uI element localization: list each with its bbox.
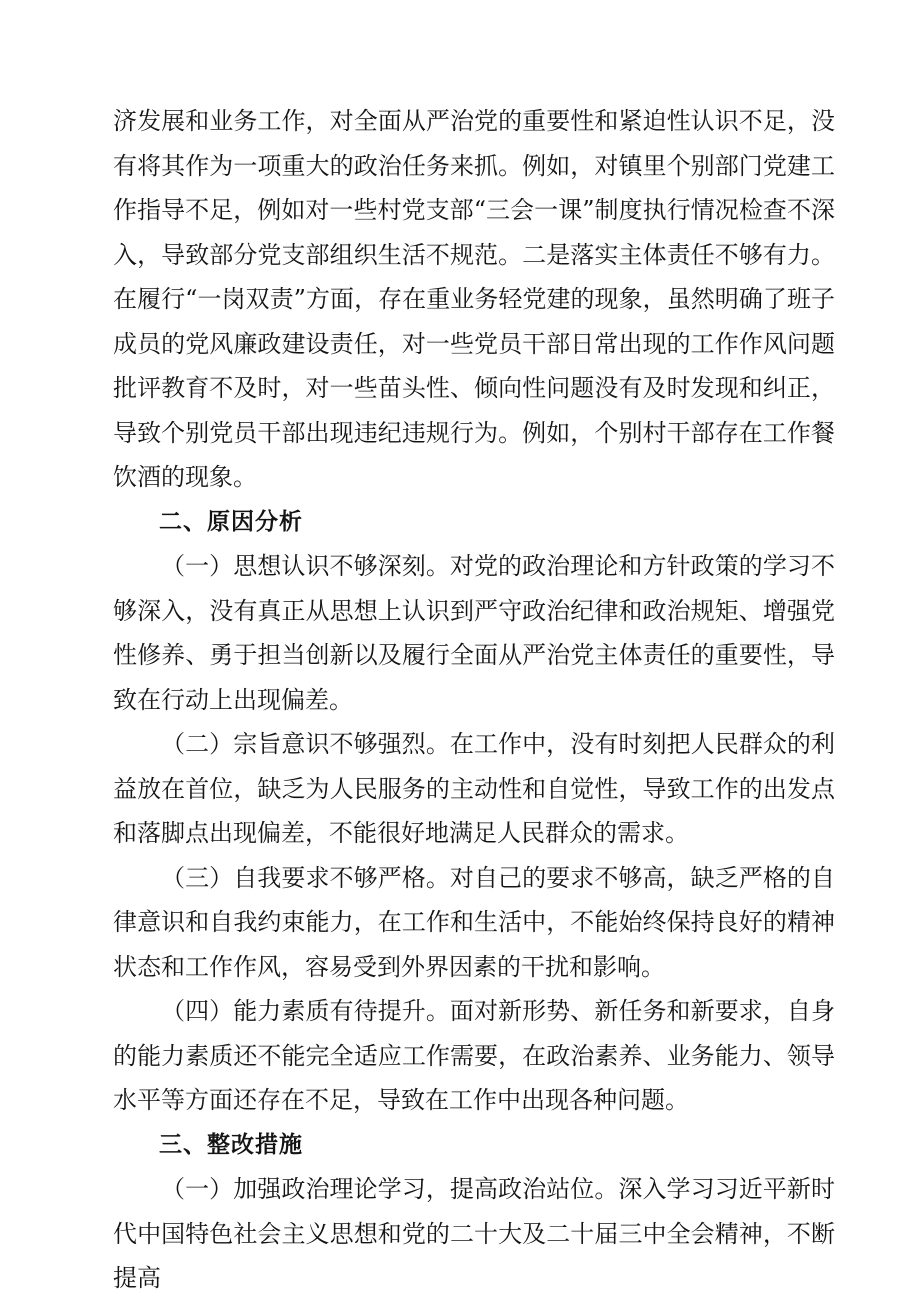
section-heading-cause-analysis: 二、原因分析 [159,508,303,535]
document-body [113,99,835,1301]
paragraph-cause-2: （二）宗旨意识不够强烈。在工作中，没有时刻把人民群众的利益放在首位，缺乏为人民服务的主动性和自觉性，导致工作的出发点和落脚点出现偏差，不能很好地满足人民群众的需求。 [113,730,835,847]
paragraph-measure-1: （一）加强政治理论学习，提高政治站位。深入学习习近平新时代中国特色社会主义思想和党的二十大及二十届三中全会精神，不断提高 [113,1175,835,1292]
paragraph-cause-1: （一）思想认识不够深刻。对党的政治理论和方针政策的学习不够深入，没有真正从思想上认识到严守政治纪律和政治规矩、增强党性修养、勇于担当创新以及履行全面从严治党主体责任的重要性，导致在行动上出现偏差。 [113,552,835,714]
paragraph-continued: 济发展和业务工作，对全面从严治党的重要性和紧迫性认识不足，没有将其作为一项重大的政治任务来抓。例如，对镇里个别部门党建工作指导不足，例如对一些村党支部“三会一课”制度执行情况检查不深入，导致部分党支部组织生活不规范。二是落实主体责任不够有力。在履行“一岗双责”方面，存在重业务轻党建的现象，虽然明确了班子成员的党风廉政建设责任，对一些党员干部日常出现的工作作风问题批评教育不及时，对一些苗头性、倾向性问题没有及时发现和纠正，导致个别党员干部出现违纪违规行为。例如，个别村干部存在工作餐饮酒的现象。 [113,107,835,491]
paragraph-cause-3: （三）自我要求不够严格。对自己的要求不够高，缺乏严格的自律意识和自我约束能力，在工作和生活中，不能始终保持良好的精神状态和工作作风，容易受到外界因素的干扰和影响。 [113,863,835,981]
section-heading-rectification: 三、整改措施 [159,1131,303,1158]
paragraph-cause-4: （四）能力素质有待提升。面对新形势、新任务和新要求，自身的能力素质还不能完全适应工作需要，在政治素养、业务能力、领导水平等方面还存在不足，导致在工作中出现各种问题。 [113,997,835,1114]
